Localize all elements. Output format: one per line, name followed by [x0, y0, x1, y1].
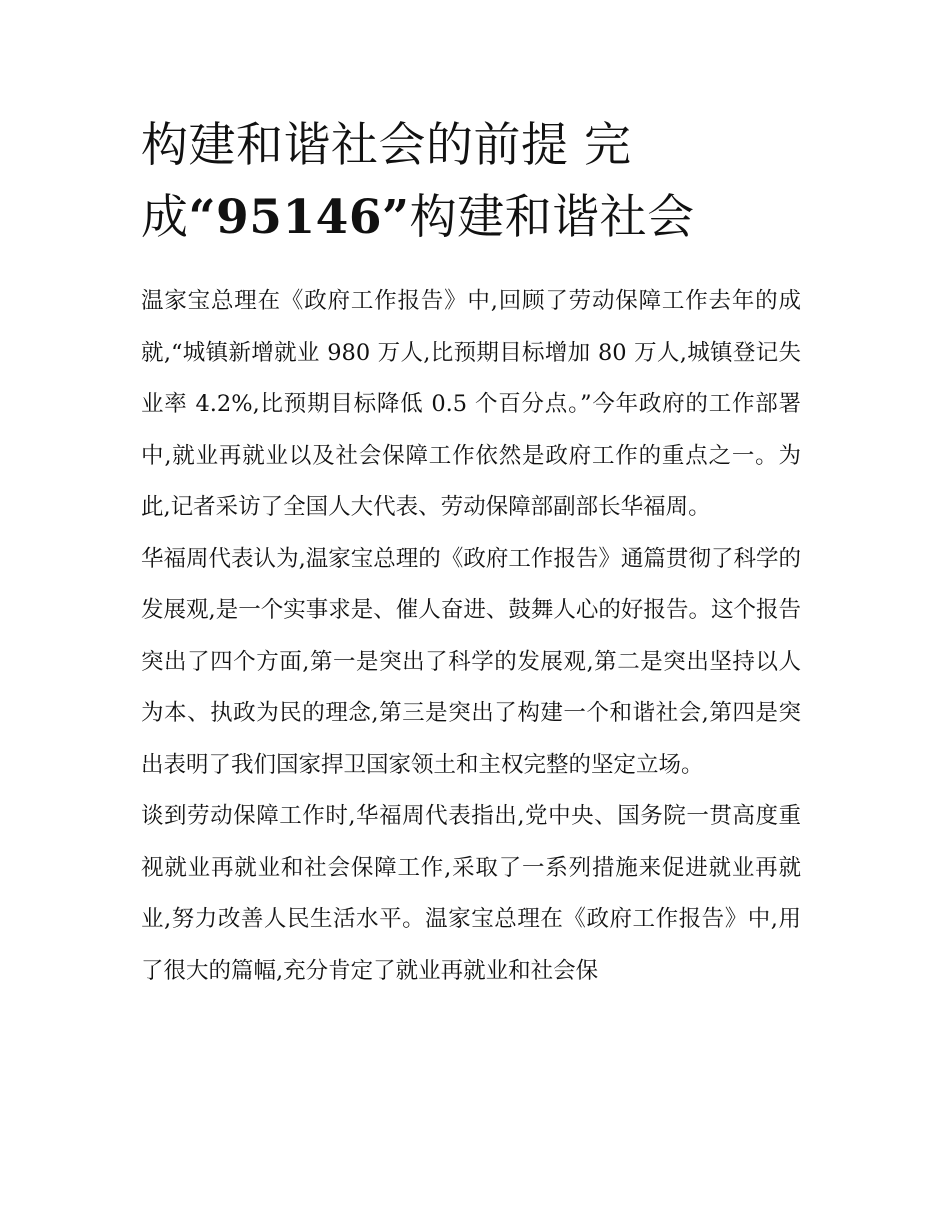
- title-part-2: 构建和谐社会: [409, 190, 695, 245]
- document-title: [141, 110, 801, 254]
- paragraph-1: 温家宝总理在《政府工作报告》中,回顾了劳动保障工作去年的成就,“城镇新增就业 980 万人,比预期目标增加 80 万人,城镇登记失业率 4.2%,比预期目标降低 0.5 个百分点。”今年政府的工作部署中,就业再就业以及社会保障工作依然是政府工作的重点之一。为此,记者采访了全国人大代表、劳动保障部副部长华福周。: [141, 288, 801, 520]
- paragraph-3: 谈到劳动保障工作时,华福周代表指出,党中央、国务院一贯高度重视就业再就业和社会保障工作,采取了一系列措施来促进就业再就业,努力改善人民生活水平。温家宝总理在《政府工作报告》中,用了很大的篇幅,充分肯定了就业再就业和社会保: [141, 803, 801, 984]
- paragraph-2: 华福周代表认为,温家宝总理的《政府工作报告》通篇贯彻了科学的发展观,是一个实事求是、催人奋进、鼓舞人心的好报告。这个报告突出了四个方面,第一是突出了科学的发展观,第二是突出坚持以人为本、执政为民的理念,第三是突出了构建一个和谐社会,第四是突出表明了我们国家捍卫国家领土和主权完整的坚定立场。: [141, 545, 801, 778]
- document-body: [141, 276, 801, 997]
- document-page: [141, 110, 801, 997]
- title-part-1: 构建和谐社会的前提 完成: [141, 118, 632, 245]
- title-number: “95146”: [188, 190, 410, 245]
